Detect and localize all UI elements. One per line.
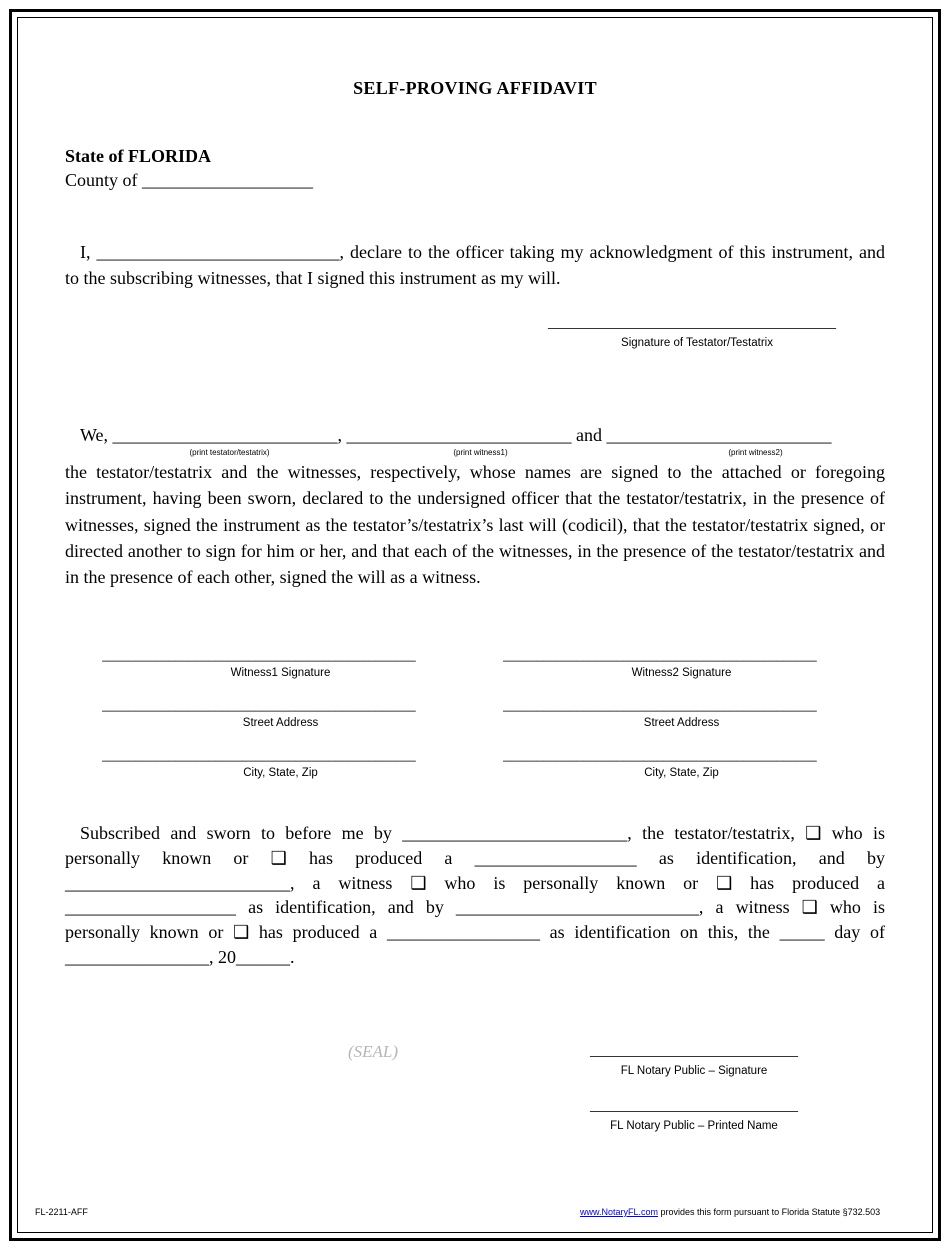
witness1-city-line[interactable]: _______________________________________________ bbox=[102, 748, 416, 762]
witness1-signature-line[interactable]: _______________________________________________ bbox=[102, 648, 416, 662]
notary-printed-name-caption: FL Notary Public – Printed Name bbox=[610, 1120, 778, 1132]
statute-text: provides this form pursuant to Florida Statute §732.503 bbox=[658, 1207, 881, 1217]
witness2-city-line[interactable]: _______________________________________________ bbox=[503, 748, 817, 762]
notary-printed-name-line[interactable]: __________________________ bbox=[590, 1097, 798, 1114]
document-title: SELF-PROVING AFFIDAVIT bbox=[353, 78, 597, 98]
witness2-address-line[interactable]: _______________________________________________ bbox=[503, 698, 817, 712]
witness1-address-line[interactable]: _______________________________________________ bbox=[102, 698, 416, 712]
declaration-paragraph: I, ___________________________, declare to the officer taking my acknowledgment of this instrument, and to the subscribing witnesses, that I signed this instrument as my will. bbox=[65, 242, 885, 288]
witness1-city-caption: City, State, Zip bbox=[243, 767, 318, 779]
oath-paragraph: the testator/testatrix and the witnesses, respectively, whose names are signed to the attached or foregoing instrument, having been sworn, declared to the undersigned officer that the testator/testatrix, in the presence of witnesses, signed the instrument as the testator’s/testatrix’s last will (codicil), that the testator/testatrix signed, or directed another to sign for him or her, and that each of the witnesses, in the presence of the testator/testatrix and in the presence of each other, signed the will as a witness. bbox=[65, 462, 885, 588]
witness2-signature-caption: Witness2 Signature bbox=[631, 667, 732, 679]
footer-attribution bbox=[580, 1207, 880, 1217]
county-line: County of ___________________ bbox=[65, 170, 314, 190]
witness2-address-caption: Street Address bbox=[643, 717, 720, 729]
testator-signature-line[interactable]: ____________________________________ bbox=[548, 314, 836, 331]
notary-signature-line[interactable]: __________________________ bbox=[590, 1042, 798, 1059]
caption-print-witness1: (print witness1) bbox=[453, 448, 508, 457]
witness2-city-caption: City, State, Zip bbox=[644, 767, 719, 779]
seal-placeholder: (SEAL) bbox=[348, 1042, 399, 1061]
witness1-signature-caption: Witness1 Signature bbox=[230, 667, 331, 679]
testator-signature-caption: Signature of Testator/Testatrix bbox=[621, 337, 773, 349]
notaryfl-link[interactable]: www.NotaryFL.com bbox=[580, 1207, 659, 1217]
caption-print-testator: (print testator/testatrix) bbox=[189, 448, 270, 457]
notary-signature-caption: FL Notary Public – Signature bbox=[620, 1065, 768, 1077]
witness1-address-caption: Street Address bbox=[242, 717, 319, 729]
state-line: State of FLORIDA bbox=[65, 146, 211, 166]
caption-print-witness2: (print witness2) bbox=[728, 448, 783, 457]
form-id: FL-2211-AFF bbox=[35, 1207, 88, 1217]
we-names-line[interactable]: We, _________________________, _________________________ and _________________________ bbox=[80, 425, 832, 445]
witness2-signature-line[interactable]: _______________________________________________ bbox=[503, 648, 817, 662]
notary-paragraph: Subscribed and sworn to before me by _________________________, the testator/testatrix, ❑ who is personally known or ❑ has produced a __________________ as identification, and by _________________________, a witness ❑ who is personally known or ❑ has produced a ___________________ as identification, and by ___________________________, a witness ❑ who is personally known or ❑ has produced a _________________ as identification on this, the _____ day of ________________, 20______. bbox=[65, 823, 885, 967]
